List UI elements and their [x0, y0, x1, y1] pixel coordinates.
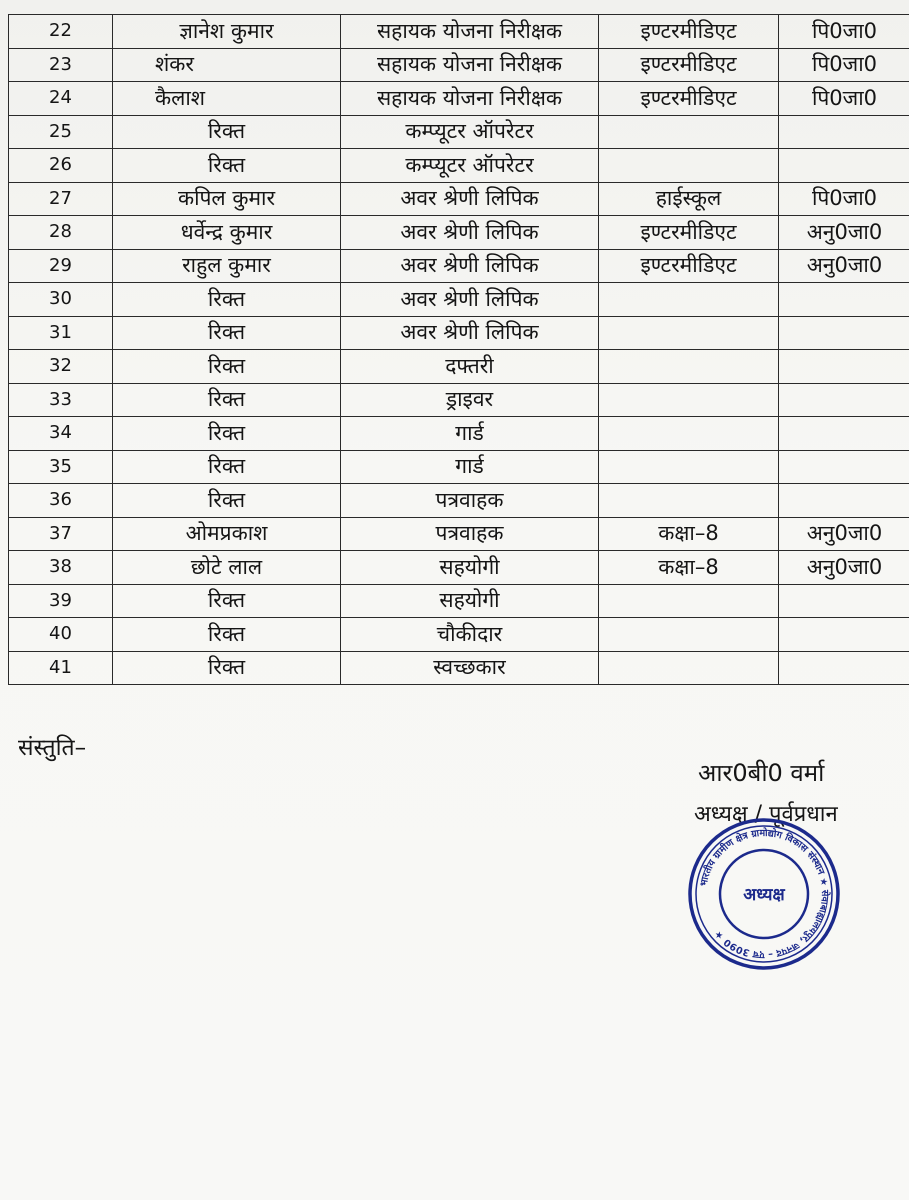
serial-number-cell: 23	[9, 48, 113, 82]
employee-name-cell: रिक्त	[113, 115, 341, 149]
serial-number-cell: 22	[9, 15, 113, 49]
post-name-cell: अवर श्रेणी लिपिक	[341, 316, 599, 350]
qualification-cell: कक्षा–8	[599, 551, 779, 585]
post-name-cell: गार्ड	[341, 450, 599, 484]
seal-center-text: अध्यक्ष	[743, 885, 785, 905]
qualification-cell: इण्टरमीडिएट	[599, 82, 779, 116]
post-name-cell: अवर श्रेणी लिपिक	[341, 216, 599, 250]
post-name-cell: दफ्तरी	[341, 350, 599, 384]
official-seal-stamp	[686, 816, 842, 972]
qualification-cell	[599, 417, 779, 451]
recommendation-label: संस्तुति–	[18, 735, 87, 761]
employee-name-cell: राहुल कुमार	[113, 249, 341, 283]
qualification-cell	[599, 618, 779, 652]
qualification-cell	[599, 283, 779, 317]
serial-number-cell: 27	[9, 182, 113, 216]
table-row	[9, 417, 909, 451]
category-cell: अनु0जा0	[779, 517, 909, 551]
serial-number-cell: 31	[9, 316, 113, 350]
table-row	[9, 115, 909, 149]
category-cell	[779, 417, 909, 451]
category-cell	[779, 316, 909, 350]
employee-name-cell: ज्ञानेश कुमार	[113, 15, 341, 49]
staff-table-body	[9, 15, 909, 685]
post-name-cell: पत्रवाहक	[341, 517, 599, 551]
category-cell: पि0जा0	[779, 15, 909, 49]
table-row	[9, 82, 909, 116]
post-name-cell: स्वच्छकार	[341, 651, 599, 685]
employee-name-cell: रिक्त	[113, 450, 341, 484]
table-row	[9, 15, 909, 49]
signer-title: अध्यक्ष / पूर्वप्रधान	[694, 802, 838, 827]
post-name-cell: सहायक योजना निरीक्षक	[341, 82, 599, 116]
post-name-cell: अवर श्रेणी लिपिक	[341, 283, 599, 317]
table-row	[9, 651, 909, 685]
serial-number-cell: 24	[9, 82, 113, 116]
qualification-cell	[599, 450, 779, 484]
employee-name-cell: कपिल कुमार	[113, 182, 341, 216]
qualification-cell: इण्टरमीडिएट	[599, 48, 779, 82]
employee-name-cell: रिक्त	[113, 383, 341, 417]
table-row	[9, 450, 909, 484]
qualification-cell	[599, 115, 779, 149]
category-cell	[779, 651, 909, 685]
signer-name: आर0बी0 वर्मा	[698, 759, 825, 787]
table-row	[9, 350, 909, 384]
serial-number-cell: 26	[9, 149, 113, 183]
serial-number-cell: 36	[9, 484, 113, 518]
table-row	[9, 149, 909, 183]
qualification-cell: इण्टरमीडिएट	[599, 216, 779, 250]
serial-number-cell: 29	[9, 249, 113, 283]
category-cell: अनु0जा0	[779, 249, 909, 283]
category-cell	[779, 450, 909, 484]
employee-name-cell: कैलाश	[113, 82, 341, 116]
serial-number-cell: 28	[9, 216, 113, 250]
category-cell: अनु0जा0	[779, 551, 909, 585]
table-row	[9, 517, 909, 551]
table-row	[9, 48, 909, 82]
category-cell: पि0जा0	[779, 48, 909, 82]
serial-number-cell: 30	[9, 283, 113, 317]
table-row	[9, 618, 909, 652]
serial-number-cell: 35	[9, 450, 113, 484]
category-cell: अनु0जा0	[779, 216, 909, 250]
qualification-cell: इण्टरमीडिएट	[599, 249, 779, 283]
category-cell	[779, 618, 909, 652]
serial-number-cell: 41	[9, 651, 113, 685]
qualification-cell: कक्षा–8	[599, 517, 779, 551]
qualification-cell	[599, 651, 779, 685]
table-row	[9, 584, 909, 618]
post-name-cell: ड्राइवर	[341, 383, 599, 417]
post-name-cell: कम्प्यूटर ऑपरेटर	[341, 115, 599, 149]
post-name-cell: पत्रवाहक	[341, 484, 599, 518]
table-row	[9, 551, 909, 585]
category-cell	[779, 115, 909, 149]
employee-name-cell: रिक्त	[113, 149, 341, 183]
employee-name-cell: रिक्त	[113, 618, 341, 652]
seal-ring-text: भारतीय ग्रामीण क्षेत्र ग्रामोद्योग विकास संस्थान ★ सेवाबाह्यालयपुर, जनपद – एच 3090 ★	[698, 827, 831, 961]
employee-name-cell: रिक्त	[113, 350, 341, 384]
employee-name-cell: शंकर	[113, 48, 341, 82]
employee-name-cell: ओमप्रकाश	[113, 517, 341, 551]
category-cell	[779, 149, 909, 183]
post-name-cell: अवर श्रेणी लिपिक	[341, 182, 599, 216]
qualification-cell	[599, 149, 779, 183]
category-cell: पि0जा0	[779, 82, 909, 116]
qualification-cell	[599, 584, 779, 618]
serial-number-cell: 34	[9, 417, 113, 451]
table-row	[9, 283, 909, 317]
qualification-cell	[599, 383, 779, 417]
category-cell	[779, 350, 909, 384]
qualification-cell: इण्टरमीडिएट	[599, 15, 779, 49]
employee-name-cell: रिक्त	[113, 584, 341, 618]
employee-name-cell: रिक्त	[113, 651, 341, 685]
table-row	[9, 484, 909, 518]
table-row	[9, 383, 909, 417]
serial-number-cell: 33	[9, 383, 113, 417]
category-cell	[779, 283, 909, 317]
qualification-cell	[599, 350, 779, 384]
qualification-cell	[599, 316, 779, 350]
serial-number-cell: 39	[9, 584, 113, 618]
post-name-cell: सहायक योजना निरीक्षक	[341, 48, 599, 82]
employee-name-cell: धर्वेन्द्र कुमार	[113, 216, 341, 250]
serial-number-cell: 32	[9, 350, 113, 384]
staff-table	[8, 14, 909, 685]
post-name-cell: अवर श्रेणी लिपिक	[341, 249, 599, 283]
post-name-cell: सहायक योजना निरीक्षक	[341, 15, 599, 49]
post-name-cell: चौकीदार	[341, 618, 599, 652]
post-name-cell: कम्प्यूटर ऑपरेटर	[341, 149, 599, 183]
table-row	[9, 216, 909, 250]
serial-number-cell: 38	[9, 551, 113, 585]
category-cell: पि0जा0	[779, 182, 909, 216]
post-name-cell: सहयोगी	[341, 584, 599, 618]
serial-number-cell: 37	[9, 517, 113, 551]
qualification-cell	[599, 484, 779, 518]
category-cell	[779, 484, 909, 518]
post-name-cell: सहयोगी	[341, 551, 599, 585]
employee-name-cell: रिक्त	[113, 417, 341, 451]
employee-name-cell: रिक्त	[113, 283, 341, 317]
post-name-cell: गार्ड	[341, 417, 599, 451]
table-row	[9, 316, 909, 350]
table-row	[9, 249, 909, 283]
employee-name-cell: रिक्त	[113, 484, 341, 518]
serial-number-cell: 40	[9, 618, 113, 652]
category-cell	[779, 383, 909, 417]
serial-number-cell: 25	[9, 115, 113, 149]
employee-name-cell: रिक्त	[113, 316, 341, 350]
employee-name-cell: छोटे लाल	[113, 551, 341, 585]
table-row	[9, 182, 909, 216]
qualification-cell: हाईस्कूल	[599, 182, 779, 216]
category-cell	[779, 584, 909, 618]
